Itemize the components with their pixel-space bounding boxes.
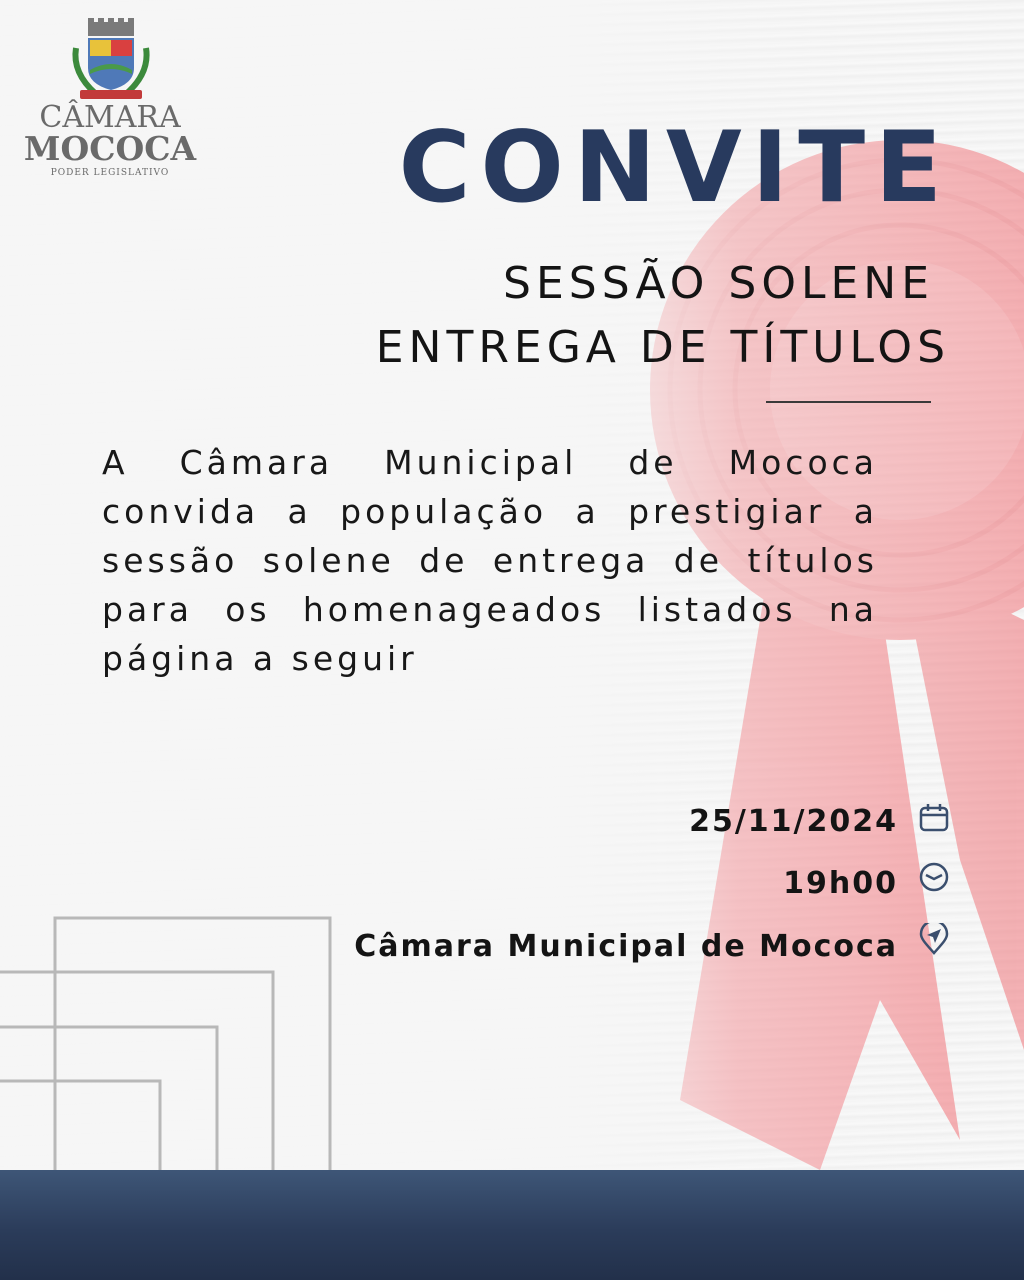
invite-body-text: A Câmara Municipal de Mococa convida a população a prestigiar a sessão solene de entrega de títulos para os homenageados listados na página a seguir	[102, 443, 878, 678]
event-date: 25/11/2024	[689, 804, 898, 839]
subtitle-line-1: SESSÃO SOLENE	[503, 258, 934, 309]
subtitle-line-2: ENTREGA DE TÍTULOS	[375, 322, 950, 373]
location-arrow-icon	[918, 923, 950, 955]
logo-mococa-text: MOCOCA	[23, 129, 197, 168]
logo-tagline: PODER LEGISLATIVO	[50, 168, 170, 178]
footer-bar	[0, 1170, 1024, 1280]
clock-icon	[918, 861, 950, 893]
divider-line	[766, 401, 931, 403]
event-time: 19h00	[783, 866, 898, 901]
camara-mococa-logo	[20, 14, 200, 184]
logo-camara-text: CÂMARA	[39, 100, 181, 135]
municipal-coat-of-arms-icon	[66, 18, 156, 102]
event-place: Câmara Municipal de Mococa	[354, 929, 898, 964]
calendar-icon	[918, 802, 950, 834]
invite-title: CONVITE	[398, 111, 952, 225]
